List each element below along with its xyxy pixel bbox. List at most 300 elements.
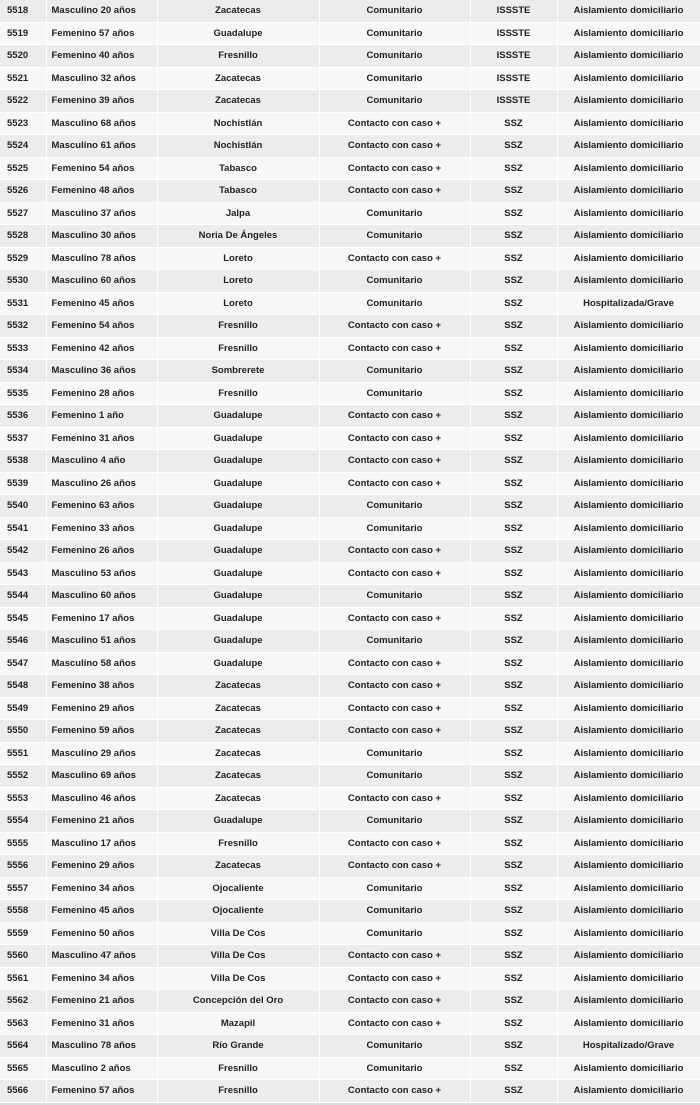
institution-cell: SSZ: [470, 922, 557, 945]
status-cell: Aislamiento domiciliario: [557, 810, 700, 833]
status-cell: Aislamiento domiciliario: [557, 22, 700, 45]
table-row: [0, 67, 700, 90]
status-cell: Aislamiento domiciliario: [557, 225, 700, 248]
institution-cell: SSZ: [470, 517, 557, 540]
contagion-type-cell: Contacto con caso +: [319, 540, 470, 563]
status-cell: Aislamiento domiciliario: [557, 1080, 700, 1103]
municipality-cell: Guadalupe: [157, 585, 319, 608]
contagion-type-cell: Contacto con caso +: [319, 472, 470, 495]
institution-cell: SSZ: [470, 765, 557, 788]
table-row: [0, 585, 700, 608]
case-id-cell: 5519: [0, 22, 46, 45]
table-row: [0, 1012, 700, 1035]
municipality-cell: Noria De Ángeles: [157, 225, 319, 248]
table-row: [0, 1057, 700, 1080]
municipality-cell: Fresnillo: [157, 315, 319, 338]
table-row: [0, 1080, 700, 1103]
institution-cell: SSZ: [470, 585, 557, 608]
status-cell: Aislamiento domiciliario: [557, 1057, 700, 1080]
contagion-type-cell: Contacto con caso +: [319, 787, 470, 810]
contagion-type-cell: Comunitario: [319, 202, 470, 225]
sex-age-cell: Masculino 20 años: [46, 0, 157, 22]
status-cell: Aislamiento domiciliario: [557, 135, 700, 158]
contagion-type-cell: Comunitario: [319, 45, 470, 68]
municipality-cell: Fresnillo: [157, 382, 319, 405]
institution-cell: ISSSTE: [470, 67, 557, 90]
table-row: [0, 742, 700, 765]
institution-cell: SSZ: [470, 270, 557, 293]
contagion-type-cell: Comunitario: [319, 292, 470, 315]
institution-cell: SSZ: [470, 630, 557, 653]
case-id-cell: 5565: [0, 1057, 46, 1080]
sex-age-cell: Femenino 50 años: [46, 922, 157, 945]
table-row: [0, 990, 700, 1013]
municipality-cell: Villa De Cos: [157, 967, 319, 990]
municipality-cell: Guadalupe: [157, 495, 319, 518]
case-id-cell: 5518: [0, 0, 46, 22]
contagion-type-cell: Comunitario: [319, 585, 470, 608]
sex-age-cell: Femenino 54 años: [46, 157, 157, 180]
institution-cell: SSZ: [470, 900, 557, 923]
municipality-cell: Zacatecas: [157, 90, 319, 113]
institution-cell: SSZ: [470, 180, 557, 203]
sex-age-cell: Masculino 58 años: [46, 652, 157, 675]
institution-cell: SSZ: [470, 450, 557, 473]
case-id-cell: 5551: [0, 742, 46, 765]
status-cell: Aislamiento domiciliario: [557, 787, 700, 810]
municipality-cell: Guadalupe: [157, 607, 319, 630]
status-cell: Aislamiento domiciliario: [557, 967, 700, 990]
sex-age-cell: Femenino 34 años: [46, 877, 157, 900]
contagion-type-cell: Comunitario: [319, 517, 470, 540]
case-id-cell: 5544: [0, 585, 46, 608]
institution-cell: SSZ: [470, 382, 557, 405]
contagion-type-cell: Contacto con caso +: [319, 990, 470, 1013]
table-row: [0, 315, 700, 338]
status-cell: Aislamiento domiciliario: [557, 472, 700, 495]
sex-age-cell: Masculino 60 años: [46, 585, 157, 608]
status-cell: Aislamiento domiciliario: [557, 720, 700, 743]
table-row: [0, 292, 700, 315]
municipality-cell: Guadalupe: [157, 427, 319, 450]
municipality-cell: Zacatecas: [157, 697, 319, 720]
municipality-cell: Loreto: [157, 292, 319, 315]
status-cell: Aislamiento domiciliario: [557, 450, 700, 473]
case-id-cell: 5537: [0, 427, 46, 450]
institution-cell: SSZ: [470, 855, 557, 878]
municipality-cell: Zacatecas: [157, 787, 319, 810]
contagion-type-cell: Contacto con caso +: [319, 315, 470, 338]
contagion-type-cell: Comunitario: [319, 360, 470, 383]
institution-cell: SSZ: [470, 225, 557, 248]
municipality-cell: Loreto: [157, 247, 319, 270]
case-id-cell: 5534: [0, 360, 46, 383]
case-id-cell: 5556: [0, 855, 46, 878]
contagion-type-cell: Comunitario: [319, 900, 470, 923]
table-row: [0, 697, 700, 720]
contagion-type-cell: Contacto con caso +: [319, 337, 470, 360]
status-cell: Aislamiento domiciliario: [557, 1012, 700, 1035]
status-cell: Aislamiento domiciliario: [557, 945, 700, 968]
municipality-cell: Ojocaliente: [157, 877, 319, 900]
contagion-type-cell: Comunitario: [319, 1035, 470, 1058]
contagion-type-cell: Contacto con caso +: [319, 675, 470, 698]
table-row: [0, 247, 700, 270]
contagion-type-cell: Comunitario: [319, 630, 470, 653]
table-row: [0, 562, 700, 585]
case-id-cell: 5555: [0, 832, 46, 855]
table-row: [0, 90, 700, 113]
municipality-cell: Mazapil: [157, 1012, 319, 1035]
case-id-cell: 5527: [0, 202, 46, 225]
contagion-type-cell: Contacto con caso +: [319, 1080, 470, 1103]
sex-age-cell: Femenino 42 años: [46, 337, 157, 360]
institution-cell: SSZ: [470, 742, 557, 765]
sex-age-cell: Femenino 33 años: [46, 517, 157, 540]
sex-age-cell: Femenino 21 años: [46, 990, 157, 1013]
sex-age-cell: Femenino 31 años: [46, 1012, 157, 1035]
status-cell: Aislamiento domiciliario: [557, 180, 700, 203]
municipality-cell: Nochistlán: [157, 135, 319, 158]
sex-age-cell: Masculino 78 años: [46, 1035, 157, 1058]
status-cell: Aislamiento domiciliario: [557, 315, 700, 338]
sex-age-cell: Femenino 29 años: [46, 697, 157, 720]
case-id-cell: 5540: [0, 495, 46, 518]
contagion-type-cell: Contacto con caso +: [319, 157, 470, 180]
contagion-type-cell: Comunitario: [319, 270, 470, 293]
table-row: [0, 855, 700, 878]
institution-cell: SSZ: [470, 337, 557, 360]
municipality-cell: Villa De Cos: [157, 922, 319, 945]
institution-cell: SSZ: [470, 810, 557, 833]
status-cell: Aislamiento domiciliario: [557, 427, 700, 450]
status-cell: Aislamiento domiciliario: [557, 877, 700, 900]
table-row: [0, 607, 700, 630]
table-row: [0, 540, 700, 563]
case-id-cell: 5529: [0, 247, 46, 270]
municipality-cell: Fresnillo: [157, 1057, 319, 1080]
sex-age-cell: Masculino 60 años: [46, 270, 157, 293]
institution-cell: SSZ: [470, 135, 557, 158]
municipality-cell: Fresnillo: [157, 1080, 319, 1103]
status-cell: Aislamiento domiciliario: [557, 270, 700, 293]
institution-cell: SSZ: [470, 607, 557, 630]
table-row: [0, 1035, 700, 1058]
case-id-cell: 5525: [0, 157, 46, 180]
table-row: [0, 22, 700, 45]
table-row: [0, 180, 700, 203]
sex-age-cell: Femenino 29 años: [46, 855, 157, 878]
table-row: [0, 495, 700, 518]
municipality-cell: Guadalupe: [157, 517, 319, 540]
status-cell: Aislamiento domiciliario: [557, 697, 700, 720]
case-id-cell: 5561: [0, 967, 46, 990]
contagion-type-cell: Contacto con caso +: [319, 967, 470, 990]
sex-age-cell: Femenino 57 años: [46, 1080, 157, 1103]
institution-cell: SSZ: [470, 427, 557, 450]
municipality-cell: Zacatecas: [157, 765, 319, 788]
contagion-type-cell: Contacto con caso +: [319, 180, 470, 203]
institution-cell: ISSSTE: [470, 22, 557, 45]
institution-cell: SSZ: [470, 472, 557, 495]
sex-age-cell: Femenino 63 años: [46, 495, 157, 518]
sex-age-cell: Masculino 32 años: [46, 67, 157, 90]
sex-age-cell: Femenino 34 años: [46, 967, 157, 990]
sex-age-cell: Femenino 31 años: [46, 427, 157, 450]
status-cell: Aislamiento domiciliario: [557, 67, 700, 90]
institution-cell: SSZ: [470, 360, 557, 383]
sex-age-cell: Masculino 51 años: [46, 630, 157, 653]
contagion-type-cell: Contacto con caso +: [319, 562, 470, 585]
contagion-type-cell: Comunitario: [319, 0, 470, 22]
status-cell: Aislamiento domiciliario: [557, 540, 700, 563]
institution-cell: SSZ: [470, 247, 557, 270]
institution-cell: SSZ: [470, 787, 557, 810]
case-id-cell: 5533: [0, 337, 46, 360]
status-cell: Aislamiento domiciliario: [557, 900, 700, 923]
status-cell: Aislamiento domiciliario: [557, 382, 700, 405]
sex-age-cell: Masculino 46 años: [46, 787, 157, 810]
municipality-cell: Guadalupe: [157, 472, 319, 495]
institution-cell: SSZ: [470, 832, 557, 855]
institution-cell: SSZ: [470, 990, 557, 1013]
status-cell: Aislamiento domiciliario: [557, 112, 700, 135]
institution-cell: SSZ: [470, 967, 557, 990]
contagion-type-cell: Contacto con caso +: [319, 720, 470, 743]
contagion-type-cell: Comunitario: [319, 877, 470, 900]
contagion-type-cell: Contacto con caso +: [319, 832, 470, 855]
municipality-cell: Zacatecas: [157, 675, 319, 698]
institution-cell: SSZ: [470, 157, 557, 180]
sex-age-cell: Masculino 37 años: [46, 202, 157, 225]
case-id-cell: 5553: [0, 787, 46, 810]
status-cell: Aislamiento domiciliario: [557, 652, 700, 675]
case-id-cell: 5539: [0, 472, 46, 495]
status-cell: Aislamiento domiciliario: [557, 45, 700, 68]
table-row: [0, 427, 700, 450]
case-id-cell: 5528: [0, 225, 46, 248]
status-cell: Aislamiento domiciliario: [557, 585, 700, 608]
status-cell: Aislamiento domiciliario: [557, 607, 700, 630]
municipality-cell: Zacatecas: [157, 720, 319, 743]
municipality-cell: Guadalupe: [157, 630, 319, 653]
municipality-cell: Tabasco: [157, 180, 319, 203]
case-id-cell: 5550: [0, 720, 46, 743]
contagion-type-cell: Comunitario: [319, 495, 470, 518]
municipality-cell: Sombrerete: [157, 360, 319, 383]
sex-age-cell: Masculino 53 años: [46, 562, 157, 585]
status-cell: Aislamiento domiciliario: [557, 202, 700, 225]
status-cell: Aislamiento domiciliario: [557, 922, 700, 945]
municipality-cell: Ojocaliente: [157, 900, 319, 923]
sex-age-cell: Femenino 38 años: [46, 675, 157, 698]
case-id-cell: 5542: [0, 540, 46, 563]
sex-age-cell: Femenino 1 año: [46, 405, 157, 428]
institution-cell: ISSSTE: [470, 0, 557, 22]
sex-age-cell: Femenino 17 años: [46, 607, 157, 630]
table-row: [0, 675, 700, 698]
sex-age-cell: Masculino 30 años: [46, 225, 157, 248]
contagion-type-cell: Comunitario: [319, 90, 470, 113]
table-row: [0, 135, 700, 158]
municipality-cell: Guadalupe: [157, 562, 319, 585]
contagion-type-cell: Contacto con caso +: [319, 652, 470, 675]
status-cell: Aislamiento domiciliario: [557, 247, 700, 270]
institution-cell: SSZ: [470, 405, 557, 428]
institution-cell: ISSSTE: [470, 90, 557, 113]
status-cell: Aislamiento domiciliario: [557, 495, 700, 518]
institution-cell: SSZ: [470, 1035, 557, 1058]
contagion-type-cell: Contacto con caso +: [319, 135, 470, 158]
table-row: [0, 720, 700, 743]
table-row: [0, 810, 700, 833]
contagion-type-cell: Contacto con caso +: [319, 607, 470, 630]
municipality-cell: Río Grande: [157, 1035, 319, 1058]
table-row: [0, 225, 700, 248]
municipality-cell: Guadalupe: [157, 540, 319, 563]
institution-cell: SSZ: [470, 202, 557, 225]
contagion-type-cell: Contacto con caso +: [319, 247, 470, 270]
status-cell: Aislamiento domiciliario: [557, 675, 700, 698]
case-id-cell: 5531: [0, 292, 46, 315]
case-id-cell: 5562: [0, 990, 46, 1013]
sex-age-cell: Masculino 36 años: [46, 360, 157, 383]
status-cell: Aislamiento domiciliario: [557, 990, 700, 1013]
municipality-cell: Jalpa: [157, 202, 319, 225]
municipality-cell: Loreto: [157, 270, 319, 293]
municipality-cell: Zacatecas: [157, 742, 319, 765]
status-cell: Aislamiento domiciliario: [557, 405, 700, 428]
contagion-type-cell: Contacto con caso +: [319, 855, 470, 878]
status-cell: Aislamiento domiciliario: [557, 517, 700, 540]
status-cell: Aislamiento domiciliario: [557, 855, 700, 878]
institution-cell: SSZ: [470, 877, 557, 900]
municipality-cell: Zacatecas: [157, 855, 319, 878]
case-id-cell: 5536: [0, 405, 46, 428]
status-cell: Aislamiento domiciliario: [557, 742, 700, 765]
status-cell: Aislamiento domiciliario: [557, 0, 700, 22]
municipality-cell: Nochistlán: [157, 112, 319, 135]
table-row: [0, 157, 700, 180]
contagion-type-cell: Comunitario: [319, 742, 470, 765]
case-id-cell: 5554: [0, 810, 46, 833]
contagion-type-cell: Contacto con caso +: [319, 112, 470, 135]
municipality-cell: Concepción del Oro: [157, 990, 319, 1013]
municipality-cell: Zacatecas: [157, 0, 319, 22]
table-row: [0, 270, 700, 293]
municipality-cell: Fresnillo: [157, 337, 319, 360]
institution-cell: SSZ: [470, 562, 557, 585]
municipality-cell: Guadalupe: [157, 810, 319, 833]
case-id-cell: 5557: [0, 877, 46, 900]
municipality-cell: Fresnillo: [157, 832, 319, 855]
contagion-type-cell: Comunitario: [319, 22, 470, 45]
contagion-type-cell: Comunitario: [319, 225, 470, 248]
sex-age-cell: Masculino 68 años: [46, 112, 157, 135]
contagion-type-cell: Contacto con caso +: [319, 1012, 470, 1035]
table-row: [0, 765, 700, 788]
contagion-type-cell: Comunitario: [319, 67, 470, 90]
institution-cell: SSZ: [470, 1080, 557, 1103]
case-id-cell: 5564: [0, 1035, 46, 1058]
table-row: [0, 652, 700, 675]
table-row: [0, 472, 700, 495]
contagion-type-cell: Contacto con caso +: [319, 945, 470, 968]
institution-cell: SSZ: [470, 652, 557, 675]
status-cell: Aislamiento domiciliario: [557, 90, 700, 113]
status-cell: Aislamiento domiciliario: [557, 832, 700, 855]
case-id-cell: 5547: [0, 652, 46, 675]
sex-age-cell: Masculino 4 año: [46, 450, 157, 473]
table-row: [0, 112, 700, 135]
case-id-cell: 5546: [0, 630, 46, 653]
case-id-cell: 5532: [0, 315, 46, 338]
contagion-type-cell: Contacto con caso +: [319, 405, 470, 428]
sex-age-cell: Masculino 78 años: [46, 247, 157, 270]
case-id-cell: 5558: [0, 900, 46, 923]
table-row: [0, 945, 700, 968]
case-id-cell: 5522: [0, 90, 46, 113]
municipality-cell: Guadalupe: [157, 405, 319, 428]
sex-age-cell: Femenino 48 años: [46, 180, 157, 203]
institution-cell: ISSSTE: [470, 45, 557, 68]
institution-cell: SSZ: [470, 1012, 557, 1035]
case-id-cell: 5520: [0, 45, 46, 68]
table-row: [0, 517, 700, 540]
status-cell: Aislamiento domiciliario: [557, 630, 700, 653]
table-row: [0, 877, 700, 900]
institution-cell: SSZ: [470, 720, 557, 743]
table-row: [0, 450, 700, 473]
table-row: [0, 967, 700, 990]
case-id-cell: 5543: [0, 562, 46, 585]
sex-age-cell: Masculino 2 años: [46, 1057, 157, 1080]
contagion-type-cell: Comunitario: [319, 810, 470, 833]
institution-cell: SSZ: [470, 675, 557, 698]
case-id-cell: 5549: [0, 697, 46, 720]
table-row: [0, 337, 700, 360]
institution-cell: SSZ: [470, 112, 557, 135]
sex-age-cell: Masculino 47 años: [46, 945, 157, 968]
contagion-type-cell: Contacto con caso +: [319, 450, 470, 473]
status-cell: Hospitalizado/Grave: [557, 1035, 700, 1058]
case-id-cell: 5523: [0, 112, 46, 135]
institution-cell: SSZ: [470, 1057, 557, 1080]
institution-cell: SSZ: [470, 540, 557, 563]
status-cell: Hospitalizada/Grave: [557, 292, 700, 315]
sex-age-cell: Femenino 21 años: [46, 810, 157, 833]
table-row: [0, 202, 700, 225]
sex-age-cell: Femenino 54 años: [46, 315, 157, 338]
contagion-type-cell: Contacto con caso +: [319, 697, 470, 720]
case-id-cell: 5524: [0, 135, 46, 158]
municipality-cell: Guadalupe: [157, 652, 319, 675]
case-id-cell: 5566: [0, 1080, 46, 1103]
sex-age-cell: Femenino 40 años: [46, 45, 157, 68]
table-row: [0, 0, 700, 22]
table-row: [0, 787, 700, 810]
contagion-type-cell: Comunitario: [319, 382, 470, 405]
status-cell: Aislamiento domiciliario: [557, 157, 700, 180]
case-id-cell: 5560: [0, 945, 46, 968]
case-id-cell: 5530: [0, 270, 46, 293]
status-cell: Aislamiento domiciliario: [557, 562, 700, 585]
municipality-cell: Villa De Cos: [157, 945, 319, 968]
table-row: [0, 45, 700, 68]
sex-age-cell: Femenino 59 años: [46, 720, 157, 743]
municipality-cell: Fresnillo: [157, 45, 319, 68]
table-row: [0, 360, 700, 383]
